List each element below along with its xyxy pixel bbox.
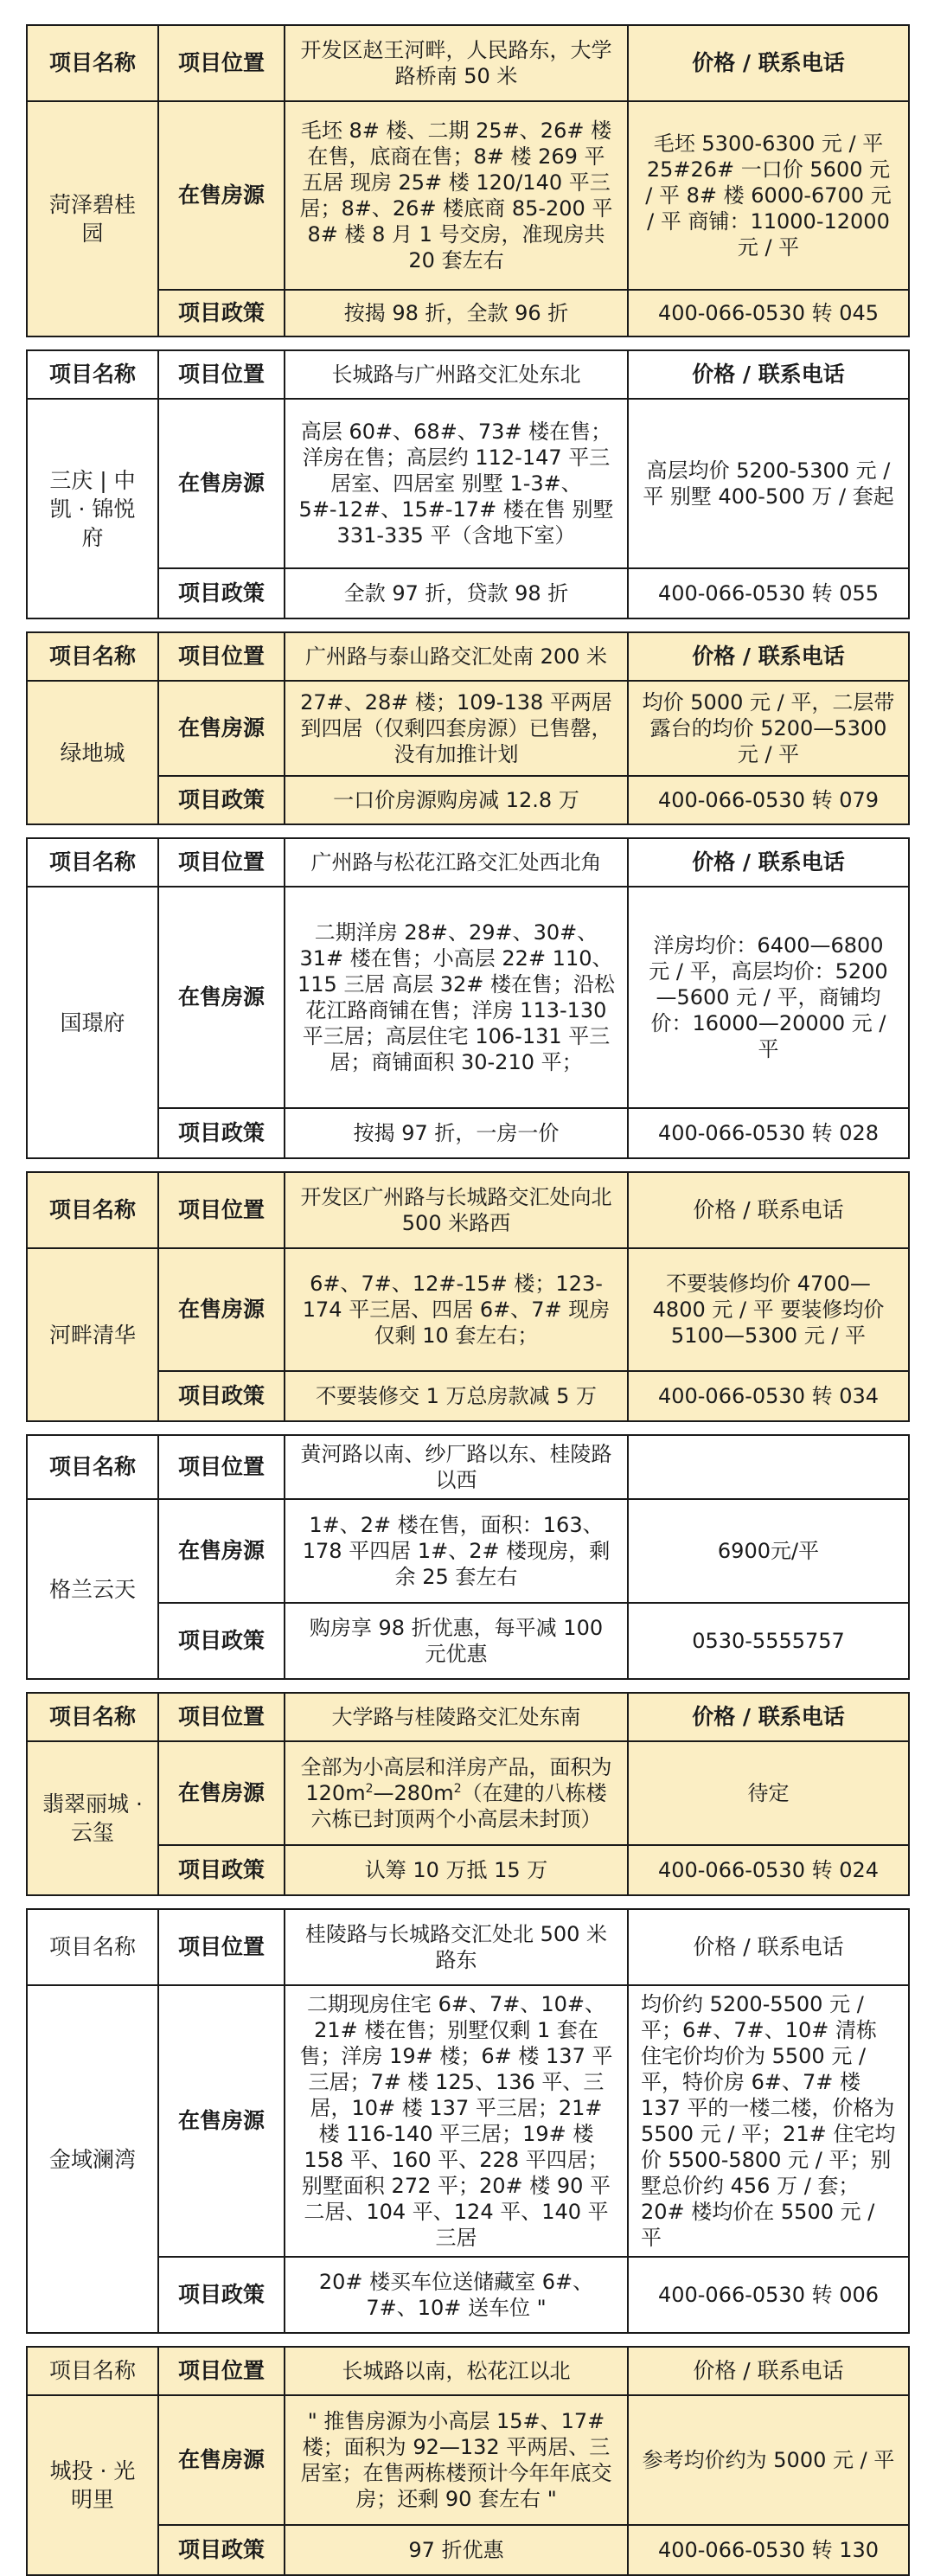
project-policy: 一口价房源购房减 12.8 万 — [285, 776, 628, 824]
project-location: 开发区广州路与长城路交汇处向北 500 米路西 — [285, 1172, 628, 1248]
project-listings-row — [27, 887, 909, 1108]
project-policy: 按揭 97 折，一房一价 — [285, 1108, 628, 1158]
project-price: 均价 5000 元 / 平，二层带露台的均价 5200—5300 元 / 平 — [628, 681, 909, 776]
project-price: 待定 — [628, 1741, 909, 1845]
project-listings-row — [27, 1741, 909, 1845]
project-name: 三庆 | 中凯 · 锦悦府 — [27, 399, 158, 618]
project-listings-row — [27, 2395, 909, 2525]
project-policy: 全款 97 折，贷款 98 折 — [285, 568, 628, 618]
project-phone: 400-066-0530 转 028 — [628, 1108, 909, 1158]
project-listings — [285, 1741, 628, 1845]
property-listings-table — [26, 24, 910, 2576]
project-policy-row — [27, 2257, 909, 2333]
project-location-label: 项目位置 — [158, 632, 285, 681]
project-name-header: 项目名称 — [27, 632, 158, 681]
project-location-label: 项目位置 — [158, 1435, 285, 1499]
project-price: 不要装修均价 4700—4800 元 / 平 要装修均价 5100—5300 元 / 平 — [628, 1248, 909, 1371]
project-policy: 不要装修交 1 万总房款减 5 万 — [285, 1371, 628, 1421]
project-location-label: 项目位置 — [158, 1172, 285, 1248]
project-header-row — [27, 350, 909, 399]
listings-label: 在售房源 — [158, 2395, 285, 2525]
project-name: 格兰云天 — [27, 1499, 158, 1679]
project-name-header: 项目名称 — [27, 2347, 158, 2395]
project-header-row — [27, 2347, 909, 2395]
project-name: 城投 · 光明里 — [27, 2395, 158, 2575]
project-price: 参考均价约为 5000 元 / 平 — [628, 2395, 909, 2525]
project-name-header: 项目名称 — [27, 1693, 158, 1741]
project-location-label: 项目位置 — [158, 1693, 285, 1741]
project-phone: 400-066-0530 转 079 — [628, 776, 909, 824]
project-name: 翡翠丽城 · 云玺 — [27, 1741, 158, 1895]
price-contact-header: 价格 / 联系电话 — [628, 1172, 909, 1248]
project-name: 河畔清华 — [27, 1248, 158, 1421]
project-policy: 按揭 98 折，全款 96 折 — [285, 290, 628, 336]
project-name-header: 项目名称 — [27, 25, 158, 101]
listings-label: 在售房源 — [158, 399, 285, 568]
project-location-label: 项目位置 — [158, 350, 285, 399]
listings-label: 在售房源 — [158, 1499, 285, 1603]
project-location-label: 项目位置 — [158, 25, 285, 101]
policy-label: 项目政策 — [158, 1371, 285, 1421]
price-contact-header: 价格 / 联系电话 — [628, 1693, 909, 1741]
project-header-row — [27, 838, 909, 887]
project-location-label: 项目位置 — [158, 838, 285, 887]
project-policy-row — [27, 1603, 909, 1679]
project-price: 均价约 5200-5500 元 / 平；6#、7#、10# 清栋住宅价均价为 5500 元 / 平，特价房 6#、7# 楼 137 平的一楼二楼，价格为 5500 元 / 平；21# 住宅均价 5500-5800 元 / 平；别墅总价约 456 万 / 套；20# 楼均价在 5500 元 / 平 — [628, 1985, 909, 2257]
price-contact-header: 价格 / 联系电话 — [628, 1909, 909, 1985]
project-location: 长城路以南，松花江以北 — [285, 2347, 628, 2395]
price-contact-header: 价格 / 联系电话 — [628, 2347, 909, 2395]
project-listings: 1#、2# 楼在售，面积：163、178 平四居 1#、2# 楼现房，剩余 25 套左右 — [285, 1499, 628, 1603]
project-phone: 400-066-0530 转 006 — [628, 2257, 909, 2333]
listings-label: 在售房源 — [158, 681, 285, 776]
price-contact-header: 价格 / 联系电话 — [628, 838, 909, 887]
project-name-header: 项目名称 — [27, 838, 158, 887]
project-listings-row — [27, 1985, 909, 2257]
project-listings: 高层 60#、68#、73# 楼在售；洋房在售；高层约 112-147 平三居室、四居室 别墅 1-3#、5#-12#、15#-17# 楼在售 别墅 331-335 平（含地下室） — [285, 399, 628, 568]
project-policy-row — [27, 1845, 909, 1895]
project-header-row — [27, 632, 909, 681]
project-name-header: 项目名称 — [27, 1909, 158, 1985]
policy-label: 项目政策 — [158, 2525, 285, 2575]
project-listings: 二期现房住宅 6#、7#、10#、21# 楼在售；别墅仅剩 1 套在售；洋房 19# 楼；6# 楼 137 平三居；7# 楼 125、136 平、三居，10# 楼 137 平三居；21# 楼 116-140 平三居；19# 楼 158 平、160 平、228 平四居；别墅面积 272 平；20# 楼 90 平二居、104 平、124 平、140 平三居 — [285, 1985, 628, 2257]
project-name: 金域澜湾 — [27, 1985, 158, 2333]
listings-text: 全部为小高层和洋房产品，面积为 $120m^2—280m^2$（在建的八栋楼六栋已封顶两个小高层未封顶） — [300, 1755, 612, 1831]
price-contact-header: 价格 / 联系电话 — [628, 25, 909, 101]
price-contact-header: 价格 / 联系电话 — [628, 350, 909, 399]
project-header-row — [27, 25, 909, 101]
project-listings-row — [27, 1248, 909, 1371]
project-price: 毛坯 5300-6300 元 / 平 25#26# 一口价 5600 元 / 平 8# 楼 6000-6700 元 / 平 商铺：11000-12000 元 / 平 — [628, 101, 909, 290]
project-location: 黄河路以南、纱厂路以东、桂陵路以西 — [285, 1435, 628, 1499]
project-phone: 400-066-0530 转 034 — [628, 1371, 909, 1421]
project-location-label: 项目位置 — [158, 2347, 285, 2395]
project-listings-row — [27, 101, 909, 290]
project-location: 广州路与松花江路交汇处西北角 — [285, 838, 628, 887]
project-policy: 认筹 10 万抵 15 万 — [285, 1845, 628, 1895]
project-location: 广州路与泰山路交汇处南 200 米 — [285, 632, 628, 681]
project-header-row — [27, 1909, 909, 1985]
project-location: 长城路与广州路交汇处东北 — [285, 350, 628, 399]
project-location: 桂陵路与长城路交汇处北 500 米路东 — [285, 1909, 628, 1985]
project-price: 高层均价 5200-5300 元 / 平 别墅 400-500 万 / 套起 — [628, 399, 909, 568]
project-name: 绿地城 — [27, 681, 158, 824]
price-contact-header — [628, 1435, 909, 1499]
project-listings: 二期洋房 28#、29#、30#、31# 楼在售；小高层 22# 110、115 三居 高层 32# 楼在售；沿松花江路商铺在售；洋房 113-130 平三居；高层住宅 106-131 平三居；商铺面积 30-210 平； — [285, 887, 628, 1108]
listings-label: 在售房源 — [158, 1985, 285, 2257]
listings-label: 在售房源 — [158, 1248, 285, 1371]
project-name: 菏泽碧桂园 — [27, 101, 158, 336]
project-phone: 400-066-0530 转 055 — [628, 568, 909, 618]
project-name: 国璟府 — [27, 887, 158, 1158]
project-name-header: 项目名称 — [27, 1172, 158, 1248]
project-price: 6900元/平 — [628, 1499, 909, 1603]
policy-label: 项目政策 — [158, 290, 285, 336]
project-listings: 毛坯 8# 楼、二期 25#、26# 楼在售，底商在售；8# 楼 269 平五居 现房 25# 楼 120/140 平三居；8#、26# 楼底商 85-200 平 8# 楼 8 月 1 号交房，准现房共 20 套左右 — [285, 101, 628, 290]
policy-label: 项目政策 — [158, 568, 285, 618]
project-location: 大学路与桂陵路交汇处东南 — [285, 1693, 628, 1741]
policy-label: 项目政策 — [158, 2257, 285, 2333]
policy-label: 项目政策 — [158, 1108, 285, 1158]
project-listings: " 推售房源为小高层 15#、17# 楼；面积为 92—132 平两居、三居室；在售两栋楼预计今年年底交房；还剩 90 套左右 " — [285, 2395, 628, 2525]
policy-label: 项目政策 — [158, 776, 285, 824]
project-listings: 6#、7#、12#-15# 楼；123-174 平三居、四居 6#、7# 现房仅剩 10 套左右； — [285, 1248, 628, 1371]
policy-label: 项目政策 — [158, 1845, 285, 1895]
project-listings: 27#、28# 楼；109-138 平两居到四居（仅剩四套房源）已售罄，没有加推计划 — [285, 681, 628, 776]
project-policy-row — [27, 1371, 909, 1421]
project-price: 洋房均价：6400—6800 元 / 平，高层均价：5200—5600 元 / 平，商铺均价：16000—20000 元 / 平 — [628, 887, 909, 1108]
project-header-row — [27, 1172, 909, 1248]
project-phone: 400-066-0530 转 130 — [628, 2525, 909, 2575]
project-phone: 0530-5555757 — [628, 1603, 909, 1679]
listings-label: 在售房源 — [158, 101, 285, 290]
project-policy-row — [27, 2525, 909, 2575]
project-policy: 97 折优惠 — [285, 2525, 628, 2575]
listings-label: 在售房源 — [158, 887, 285, 1108]
project-policy: 购房享 98 折优惠，每平减 100 元优惠 — [285, 1603, 628, 1679]
project-phone: 400-066-0530 转 045 — [628, 290, 909, 336]
project-header-row — [27, 1693, 909, 1741]
project-listings-row — [27, 1499, 909, 1603]
project-location-label: 项目位置 — [158, 1909, 285, 1985]
project-listings-row — [27, 399, 909, 568]
project-phone: 400-066-0530 转 024 — [628, 1845, 909, 1895]
project-name-header: 项目名称 — [27, 1435, 158, 1499]
policy-label: 项目政策 — [158, 1603, 285, 1679]
project-policy-row — [27, 776, 909, 824]
project-policy-row — [27, 290, 909, 336]
project-location: 开发区赵王河畔，人民路东，大学路桥南 50 米 — [285, 25, 628, 101]
listings-label: 在售房源 — [158, 1741, 285, 1845]
project-listings-row — [27, 681, 909, 776]
price-contact-header: 价格 / 联系电话 — [628, 632, 909, 681]
project-name-header: 项目名称 — [27, 350, 158, 399]
project-header-row — [27, 1435, 909, 1499]
project-policy: 20# 楼买车位送储藏室 6#、7#、10# 送车位 " — [285, 2257, 628, 2333]
project-policy-row — [27, 1108, 909, 1158]
project-policy-row — [27, 568, 909, 618]
